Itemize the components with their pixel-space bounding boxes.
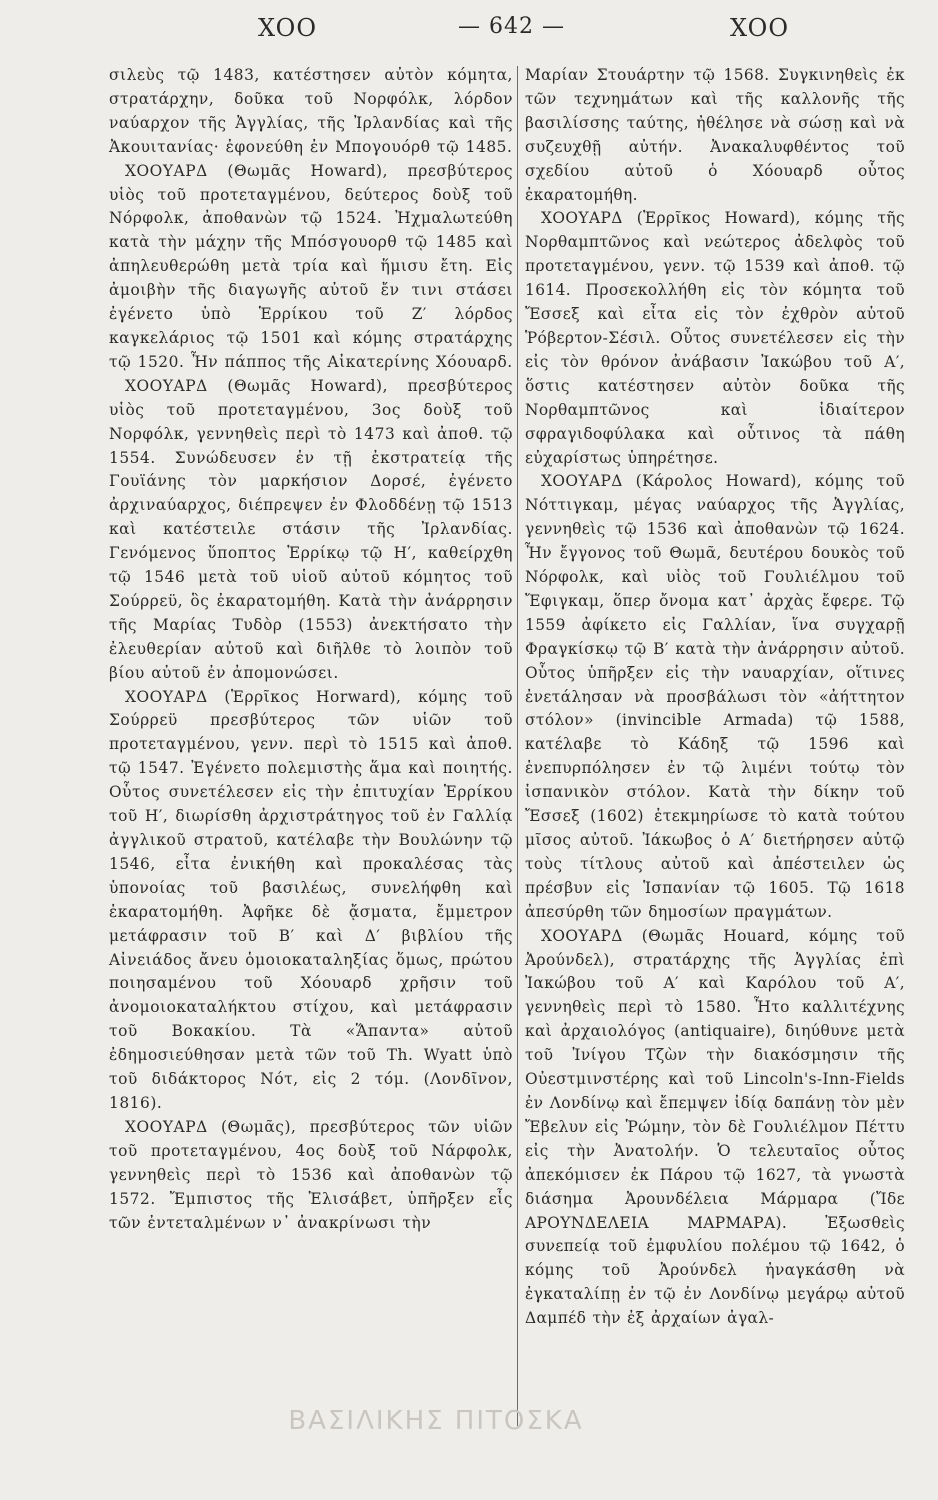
page-number: — 642 — [458,14,565,39]
page-header [0,14,938,48]
entry-charles-howard-nottingham: ΧΟΟΥΑΡΔ (Κάρολος Howard), κόμης τοῦ Νόττιγκαμ, μέγας ναύαρχος τῆς Ἀγγλίας, γεννηθεὶς τῷ 1536 καὶ ἀποθανὼν τῷ 1624. Ἦν ἔγγονος τοῦ Θωμᾶ, δευτέρου δουκὸς τοῦ Νόρφολκ, καὶ υἱὸς τοῦ Γουλιέλμου τοῦ Ἔφιγκαμ, ὅπερ ὄνομα κατ᾿ ἀρχὰς ἔφερε. Τῷ 1559 ἀφίκετο εἰς Γαλλίαν, ἵνα συγχαρῇ Φραγκίσκῳ τῷ Β′ κατὰ τὴν ἀνάρρησιν αὐτοῦ. Οὗτος ὑπῆρξεν εἰς τὴν ναυαρχίαν, οἵτινες ἐνετάλησαν νὰ προσβάλωσι τὸν «ἀήττητον στόλον» (invincible Armada) τῷ 1588, κατέλαβε τὸ Κάδηξ τῷ 1596 καὶ ἐνεπυρπόλησεν ἐν τῷ λιμένι τούτῳ τὸν ἱσπανικὸν στόλον. Κατὰ τὴν δίκην τοῦ Ἔσσεξ (1602) ἐτεκμηρίωσε τὸ κατὰ τούτου μῖσος αὐτοῦ. Ἰάκωβος ὁ Α′ διετήρησεν αὐτῷ τοὺς τίτλους αὐτοῦ καὶ ἀπέστειλεν ὡς πρέσβυν εἰς Ἱσπανίαν τῷ 1605. Τῷ 1618 ἀπεσύρθη τῶν δημοσίων πραγμάτων. [525,472,905,921]
entry-thomas-howard-arundel: ΧΟΟΥΑΡΔ (Θωμᾶς Houard, κόμης τοῦ Ἀρούνδελ), στρατάρχης τῆς Ἀγγλίας ἐπὶ Ἰακώβου τοῦ Α′ καὶ Καρόλου τοῦ Α′, γεννηθεὶς περὶ τὸ 1580. Ἦτο καλλιτέχνης καὶ ἀρχαιολόγος (antiquaire), διηύθυνε μετὰ τοῦ Ἰνίγου Τζὼν τὴν διακόσμησιν τῆς Οὐεστμινστέρης καὶ τοῦ Lincoln's-Inn-Fields ἐν Λονδίνῳ καὶ ἔπεμψεν ἰδίᾳ δαπάνῃ τὸν μὲν Ἔβελυν εἰς Ῥώμην, τὸν δὲ Γουλιέλμον Πέττυ εἰς τὴν Ἀνατολήν. Ὁ τελευταῖος οὗτος ἀπεκόμισεν ἐκ Πάρου τῷ 1627, τὰ γνωστὰ διάσημα Ἀρουνδέλεια Μάρμαρα (Ἴδε ΑΡΟΥΝΔΕΛΕΙΑ ΜΑΡΜΑΡΑ). Ἐξωσθεὶς συνεπείᾳ τοῦ ἐμφυλίου πολέμου τῷ 1642, ὁ κόμης τοῦ Ἀρούνδελ ἠναγκάσθη νὰ ἐγκαταλίπῃ ἐν τῷ ἐν Λονδίνῳ μεγάρῳ αὐτοῦ Δαμπέδ τὴν ἐξ ἀρχαίων ἀγαλ- [525,926,905,1328]
entry-thomas-howard-3rd-duke: ΧΟΟΥΑΡΔ (Θωμᾶς Howard), πρεσβύτερος υἱὸς τοῦ προτεταγμένου, 3ος δοὺξ τοῦ Νορφόλκ, γεννηθεὶς περὶ τὸ 1473 καὶ ἀποθ. τῷ 1554. Συνώδευσεν ἐν τῇ ἐκστρατείᾳ τῆς Γουϊάνης τὸν μαρκήσιον Δορσέ, ἐγένετο ἀρχιναύαρχος, διέπρεψεν ἐν Φλοδδένῃ τῷ 1513 καὶ κατέστειλε στάσιν τῆς Ἰρλανδίας. Γενόμενος ὕποπτος Ἑρρίκῳ τῷ Η′, καθείρχθη τῷ 1546 μετὰ τοῦ υἱοῦ αὐτοῦ κόμητος τοῦ Σούρρεϋ, ὃς ἐκαρατομήθη. Κατὰ τὴν ἀνάρρησιν τῆς Μαρίας Τυδὸρ (1553) ἀνεκτήσατο τὴν ἐλευθερίαν αὐτοῦ καὶ διῆλθε τὸ λοιπὸν τοῦ βίου αὐτοῦ ἐν ἀπομονώσει. [109,376,513,682]
library-stamp: ΒΑΣΙΛΙΚΗΣ ΠΙΤΟΣΚΑ [288,1406,584,1436]
entry-continuation: Μαρίαν Στουάρτην τῷ 1568. Συγκινηθεὶς ἐκ τῶν τεχνημάτων καὶ τῆς καλλονῆς τῆς βασιλίσσης ταύτης, ἠθέλησε νὰ σώσῃ καὶ νὰ συζευχθῇ αὐτήν. Ἀνακαλυφθέντος τοῦ σχεδίου αὐτοῦ ὁ Χόουαρδ οὗτος ἐκαρατομήθη. [525,66,905,204]
left-column [109,64,513,1235]
entry-thomas-howard-2nd-duke: ΧΟΟΥΑΡΔ (Θωμᾶς Howard), πρεσβύτερος υἱὸς τοῦ προτεταγμένου, δεύτερος δοὺξ τοῦ Νόρφολκ, ἀποθανὼν τῷ 1524. Ἠχμαλωτεύθη κατὰ τὴν μάχην τῆς Μπόσγουορθ τῷ 1485 καὶ ἀπηλευθερώθη μετὰ τρία καὶ ἥμισυ ἔτη. Εἰς ἀμοιβὴν τῆς διαγωγῆς αὐτοῦ ἔν τινι στάσει ἐγένετο ὑπὸ Ἑρρίκου τοῦ Ζ′ λόρδος καγκελάριος τῷ 1501 καὶ κόμης στρατάρχης τῷ 1520. Ἦν πάππος τῆς Αἰκατερίνης Χόουαρδ. [109,161,513,371]
entry-henry-howard-northampton: ΧΟΟΥΑΡΔ (Ἑρρῖκος Howard), κόμης τῆς Νορθαμπτῶνος καὶ νεώτερος ἀδελφὸς τοῦ προτεταγμένου, γενν. τῷ 1539 καὶ ἀποθ. τῷ 1614. Προσεκολλήθη εἰς τὸν κόμητα τοῦ Ἔσσεξ καὶ εἶτα εἰς τὸν ἐχθρὸν αὐτοῦ Ῥόβερτον-Σέσιλ. Οὗτος συνετέλεσεν εἰς τὴν εἰς τὸν θρόνον ἀνάβασιν Ἰακώβου τοῦ Α′, ὅστις κατέστησεν αὐτὸν δοῦκα τῆς Νορθαμπτῶνος καὶ ἰδιαίτερον σφραγιδοφύλακα καὶ οὗτινος τὰ πάθη εὐχαρίστως ὑπηρέτησε. [525,209,905,467]
entry-continuation: σιλεὺς τῷ 1483, κατέστησεν αὐτὸν κόμητα, στρατάρχην, δοῦκα τοῦ Νορφόλκ, λόρδον ναύαρχον τῆς Ἀγγλίας, τῆς Ἰρλανδίας καὶ τῆς Ἀκουιτανίας· ἐφονεύθη ἐν Μπογουόρθ τῷ 1485. [109,66,513,156]
entry-henry-howard-surrey: ΧΟΟΥΑΡΔ (Ἑρρῖκος Horward), κόμης τοῦ Σούρρεϋ πρεσβύτερος τῶν υἱῶν τοῦ προτεταγμένου, γενν. περὶ τὸ 1515 καὶ ἀποθ. τῷ 1547. Ἐγένετο πολεμιστὴς ἅμα καὶ ποιητής. Οὗτος συνετέλεσεν εἰς τὴν ἐπιτυχίαν Ἑρρίκου τοῦ Η′, διωρίσθη ἀρχιστράτηγος τοῦ ἐν Γαλλίᾳ ἀγγλικοῦ στρατοῦ, κατέλαβε τὴν Βουλώνην τῷ 1546, εἶτα ἐνικήθη καὶ προκαλέσας τὰς ὑπονοίας τοῦ βασιλέως, συνελήφθη καὶ ἐκαρατομήθη. Ἀφῆκε δὲ ᾄσματα, ἔμμετρον μετάφρασιν τοῦ Β′ καὶ Δ′ βιβλίου τῆς Αἰνειάδος ἄνευ ὁμοιοκαταληξίας ὅμως, πρώτου ποιησαμένου τοῦ Χόουαρδ χρῆσιν τοῦ ἀνομοιοκαταλήκτου στίχου, καὶ μετάφρασιν τοῦ Βοκακίου. Τὰ «Ἅπαντα» αὐτοῦ ἐδημοσιεύθησαν μετὰ τῶν τοῦ Th. Wyatt ὑπὸ τοῦ διδάκτορος Νότ, εἰς 2 τόμ. (Λονδῖνον, 1816). [109,687,513,1112]
header-left-word: XOO [258,14,318,42]
header-right-word: XOO [730,14,790,42]
column-divider [517,66,518,1426]
entry-thomas-howard-4th-duke: ΧΟΟΥΑΡΔ (Θωμᾶς), πρεσβύτερος τῶν υἱῶν τοῦ προτεταγμένου, 4ος δοὺξ τοῦ Νάρφολκ, γεννηθεὶς περὶ τὸ 1536 καὶ ἀποθανὼν τῷ 1572. Ἔμπιστος τῆς Ἐλισάβετ, ὑπῆρξεν εἷς τῶν ἐντεταλμένων ν᾿ ἀνακρίνωσι τὴν [109,1117,513,1232]
right-column [525,64,905,1331]
